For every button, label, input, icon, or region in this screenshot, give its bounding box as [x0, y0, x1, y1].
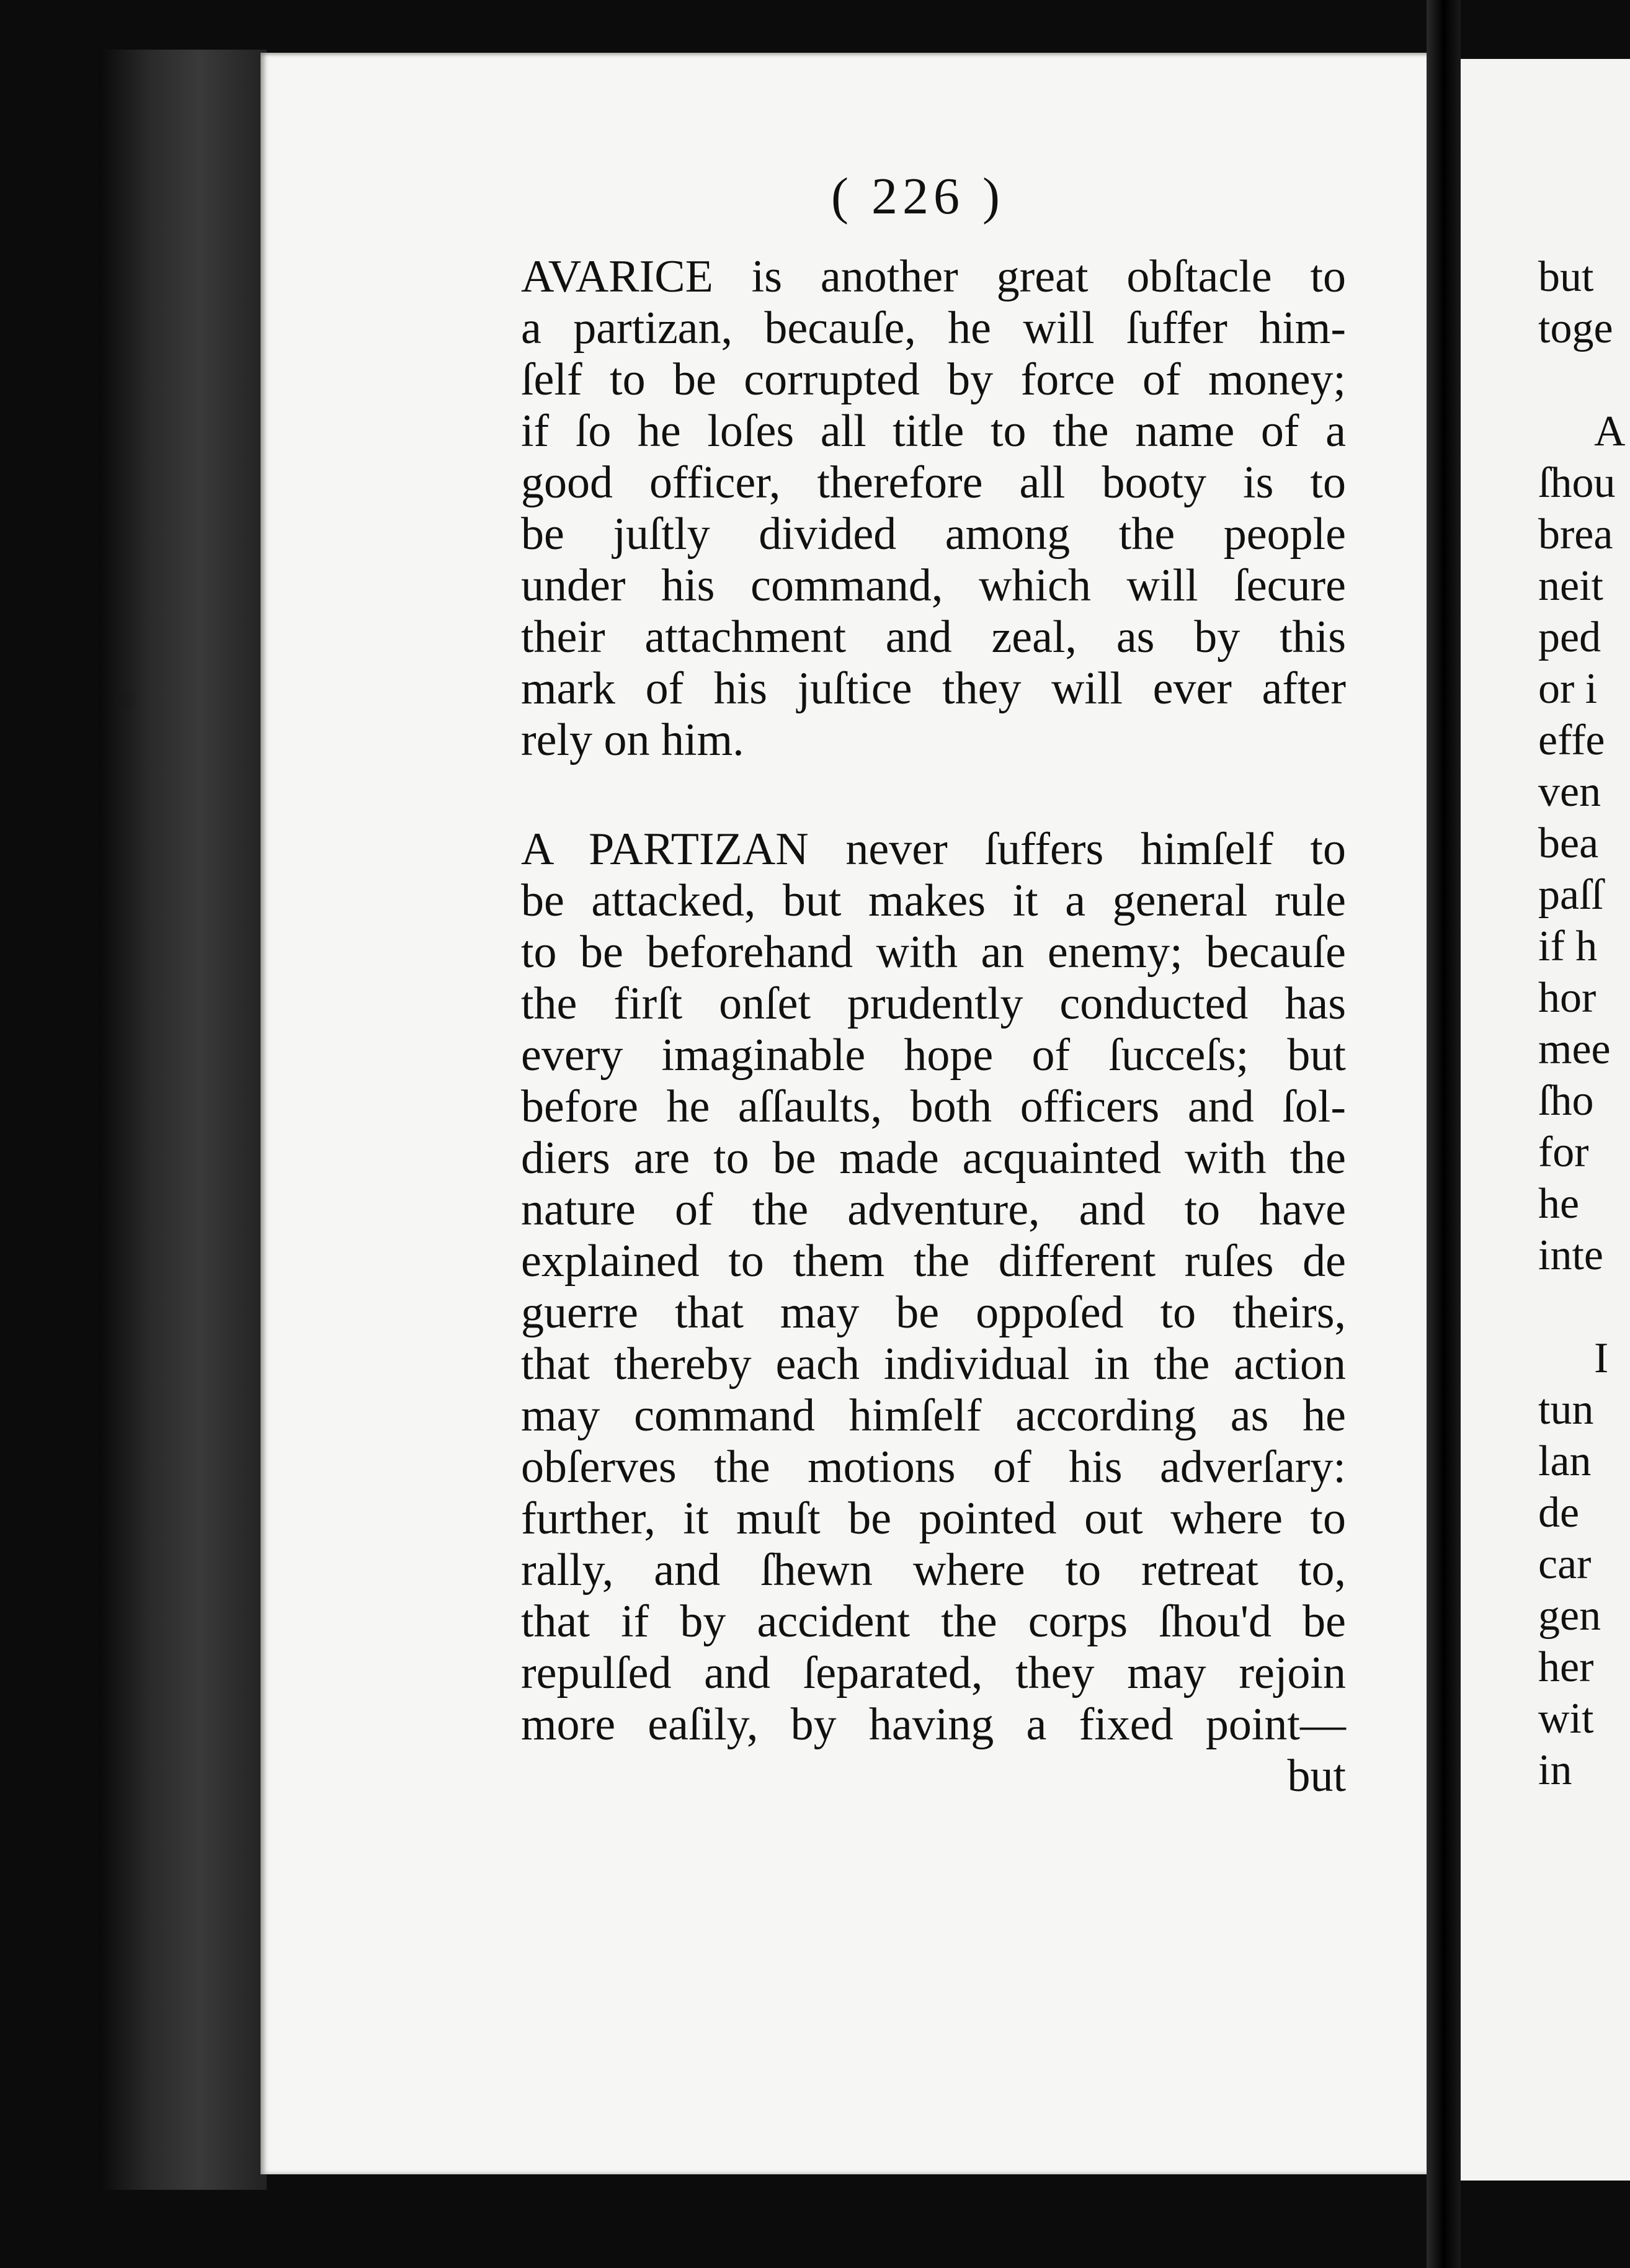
- page-number: ( 226 ): [831, 167, 1005, 225]
- text-line: repulſed and ſeparated, they may rejoin: [521, 1648, 1346, 1699]
- facing-text-fragment: paſſ: [1538, 871, 1603, 919]
- text-line: mark of his juſtice they will ever after: [521, 663, 1346, 714]
- facing-text-fragment: ſhou: [1538, 459, 1616, 507]
- text-line: more eaſily, by having a fixed point—: [521, 1699, 1346, 1750]
- facing-text-fragment: for: [1538, 1128, 1589, 1176]
- text-line: AVARICE is another great obſtacle to: [521, 251, 1346, 302]
- facing-text-fragment: hor: [1538, 974, 1597, 1022]
- facing-paragraph-gap: [1538, 1281, 1630, 1333]
- text-line: good officer, therefore all booty is to: [521, 457, 1346, 508]
- text-line: guerre that may be oppoſed to theirs,: [521, 1287, 1346, 1338]
- text-line: may command himſelf according as he: [521, 1390, 1346, 1441]
- text-line: every imaginable hope of ſucceſs; but: [521, 1030, 1346, 1081]
- facing-text-fragment: ven: [1538, 768, 1601, 816]
- facing-text-fragment: de: [1538, 1489, 1580, 1537]
- catchword: but: [1287, 1751, 1346, 1801]
- facing-text-fragment: he: [1538, 1180, 1580, 1228]
- paragraph-gap: [521, 766, 1346, 824]
- left-binding-edge: [99, 50, 267, 2190]
- facing-paragraph-gap: [1538, 354, 1630, 406]
- facing-text-fragment: if h: [1538, 922, 1598, 970]
- facing-text-fragment: or i: [1538, 665, 1598, 713]
- text-line: nature of the adventure, and to have: [521, 1184, 1346, 1235]
- facing-text-fragment: toge: [1538, 305, 1613, 352]
- text-line: explained to them the different ruſes de: [521, 1236, 1346, 1287]
- facing-text-fragment: her: [1538, 1643, 1594, 1691]
- text-line: under his command, which will ſecure: [521, 560, 1346, 611]
- text-line: diers are to be made acquainted with the: [521, 1133, 1346, 1184]
- text-line: a partizan, becauſe, he will ſuffer him-: [521, 303, 1346, 354]
- text-line: obſerves the motions of his adverſary:: [521, 1442, 1346, 1493]
- main-text-block: [521, 251, 1346, 1802]
- facing-text-fragment: brea: [1538, 511, 1613, 558]
- facing-page-text: [1538, 251, 1630, 1796]
- facing-text-fragment: effe: [1538, 717, 1605, 764]
- facing-text-fragment: ſho: [1538, 1077, 1594, 1125]
- text-line: be juſtly divided among the people: [521, 509, 1346, 560]
- text-line: that thereby each individual in the action: [521, 1339, 1346, 1390]
- facing-text-fragment: gen: [1538, 1592, 1601, 1640]
- facing-text-fragment: neit: [1538, 562, 1603, 610]
- facing-text-fragment: I: [1594, 1334, 1609, 1382]
- ink-speck: [118, 692, 136, 710]
- text-line: further, it muſt be pointed out where to: [521, 1493, 1346, 1544]
- text-line: to be beforehand with an enemy; becauſe: [521, 927, 1346, 978]
- text-line: be attacked, but makes it a general rule: [521, 875, 1346, 926]
- text-line: ſelf to be corrupted by force of money;: [521, 354, 1346, 405]
- book-spine: [1427, 0, 1461, 2268]
- facing-text-fragment: mee: [1538, 1025, 1611, 1073]
- facing-text-fragment: inte: [1538, 1231, 1603, 1279]
- text-line: the firſt onſet prudently conducted has: [521, 978, 1346, 1029]
- facing-text-fragment: bea: [1538, 819, 1599, 867]
- facing-text-fragment: but: [1538, 253, 1594, 301]
- text-line: if ſo he loſes all title to the name of a: [521, 406, 1346, 457]
- facing-text-fragment: wit: [1538, 1695, 1594, 1743]
- text-line: before he aſſaults, both officers and ſol-: [521, 1081, 1346, 1132]
- facing-text-fragment: A: [1594, 408, 1626, 455]
- facing-text-fragment: lan: [1538, 1437, 1592, 1485]
- facing-text-fragment: in: [1538, 1746, 1572, 1794]
- text-line: that if by accident the corps ſhou'd be: [521, 1596, 1346, 1647]
- facing-text-fragment: ped: [1538, 614, 1601, 661]
- text-line: A PARTIZAN never ſuffers himſelf to: [521, 824, 1346, 875]
- text-line: their attachment and zeal, as by this: [521, 612, 1346, 663]
- facing-text-fragment: tun: [1538, 1386, 1594, 1434]
- facing-text-fragment: car: [1538, 1540, 1592, 1588]
- text-line: rally, and ſhewn where to retreat to,: [521, 1545, 1346, 1596]
- text-line: rely on him.: [521, 715, 744, 766]
